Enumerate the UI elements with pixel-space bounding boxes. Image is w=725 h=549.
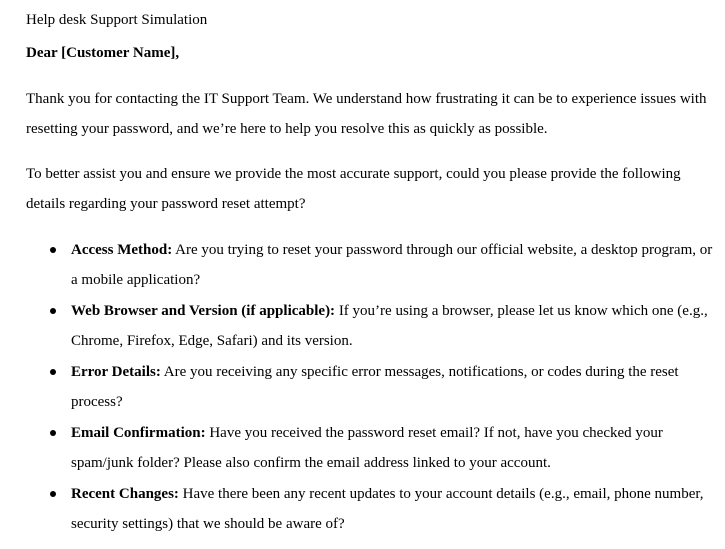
bullet-text: Are you receiving any specific error messages, notifications, or codes during the reset process? <box>71 364 679 410</box>
bullet-recent-changes <box>0 479 725 539</box>
bullet-dot-icon <box>50 430 56 436</box>
bullet-web-browser <box>0 296 725 356</box>
bullet-dot-icon <box>50 369 56 375</box>
bullet-title: Access Method: <box>71 242 173 258</box>
bullet-access-method <box>0 235 725 295</box>
document-header: Help desk Support Simulation <box>26 12 208 28</box>
request-paragraph: To better assist you and ensure we provide the most accurate support, could you please provide the following details regarding your password reset attempt? <box>26 166 681 212</box>
bullet-email-confirmation <box>0 418 725 478</box>
bullet-title: Error Details: <box>71 364 161 380</box>
bullet-title: Email Confirmation: <box>71 425 206 441</box>
bullet-text: Are you trying to reset your password through our official website, a desktop program, or a mobile application? <box>71 242 713 288</box>
bullet-title: Web Browser and Version (if applicable): <box>71 303 336 319</box>
intro-paragraph: Thank you for contacting the IT Support Team. We understand how frustrating it can be to experience issues with resetting your password, and we’re here to help you resolve this as quickly as possible. <box>26 91 707 137</box>
bullet-text: Have there been any recent updates to your account details (e.g., email, phone number, security settings) that we should be aware of? <box>71 486 704 532</box>
bullet-dot-icon <box>50 308 56 314</box>
bullet-text: If you’re using a browser, please let us know which one (e.g., Chrome, Firefox, Edge, Safari) and its version. <box>71 303 708 349</box>
bullet-dot-icon <box>50 247 56 253</box>
bullet-error-details <box>0 357 725 417</box>
details-bullet-list <box>0 235 725 540</box>
bullet-title: Recent Changes: <box>71 486 179 502</box>
greeting: Dear [Customer Name], <box>26 45 180 61</box>
bullet-text: Have you received the password reset email? If not, have you checked your spam/junk folder? Please also confirm the email address linked to your account. <box>71 425 663 471</box>
bullet-dot-icon <box>50 491 56 497</box>
